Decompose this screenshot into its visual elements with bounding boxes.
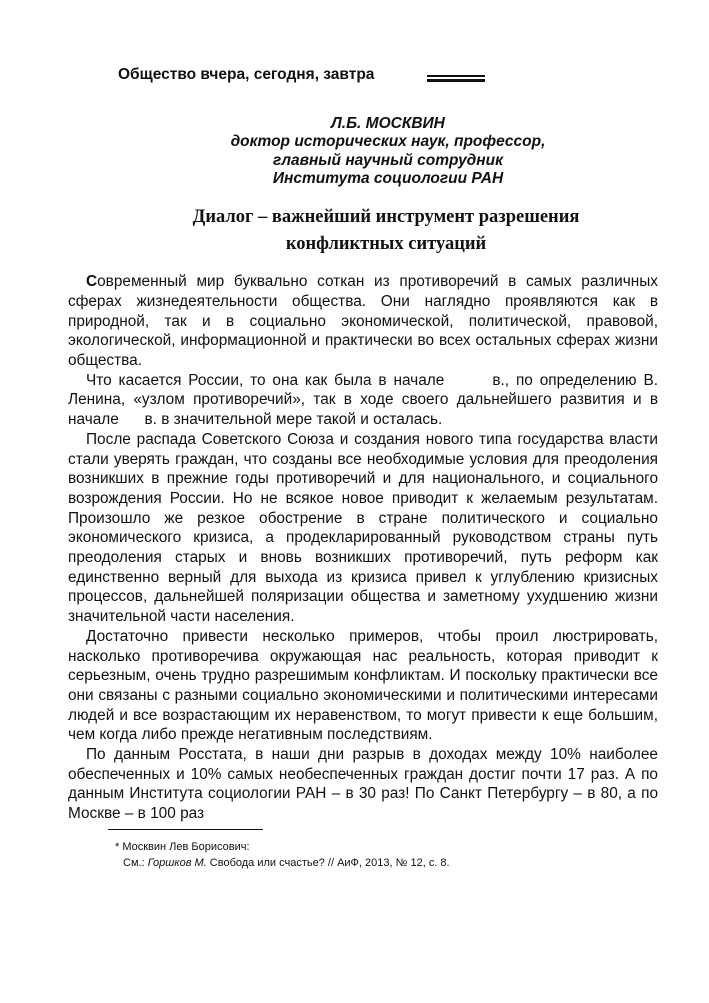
author-degree: доктор исторических наук, профессор,: [230, 133, 546, 151]
footnote: [68, 829, 658, 871]
footnote-reference-rest: Свобода или счастье? // АиФ, 2013, № 12, с. 8.: [206, 856, 450, 869]
article-title-line-1: Диалог – важнейший инструмент разрешения: [192, 207, 580, 228]
footnote-reference-line: [123, 855, 658, 871]
article-body: [68, 272, 658, 824]
author-block: [68, 115, 658, 188]
paragraph: Достаточно привести несколько примеров, чтобы проил люстрировать, насколько противоречива окружающая нас реальность, которая приводит к серьезным, очень трудно разрешимым конфликтам. И поскольку практически все они связаны с разными социально экономическими и политическими интересами людей и все возрастающим их неравенством, то могут привести к еще большим, чем когда либо прежде негативным последствиям.: [68, 627, 658, 744]
paragraph: Что касается России, то она как была в начале в., по определению В. Ленина, «узлом противоречий», так в ходе своего дальнейшего развития и в начале в. в значительной мере такой и осталась.: [68, 371, 658, 429]
author-institution: Института социологии РАН: [272, 169, 504, 187]
journal-header: [118, 66, 658, 84]
footnote-reference-author: Горшков М.: [147, 856, 207, 869]
footnote-reference-prefix: См.:: [123, 856, 148, 869]
paragraph-lead-text: овременный мир буквально соткан из противоречий в самых различных сферах жизнедеятельности общества. Они наглядно проявляются как в природной, так и в социально экономической, политической, правовой, экологической, информационной и практически во всех остальных сферах жизни общества.: [68, 273, 658, 369]
author-name: Л.Б. МОСКВИН: [331, 115, 445, 132]
article-title-line-2: конфликтных ситуаций: [285, 234, 487, 255]
footnote-separator: [108, 829, 263, 830]
paragraph: По данным Росстата, в наши дни разрыв в доходах между 10% наиболее обеспеченных и 10% самых необеспеченных граждан достиг почти 17 раз. А по данным Института социологии РАН – в 30 раз! По Санкт Петербургу – в 80, а по Москве – в 100 раз: [68, 746, 658, 823]
author-position: главный научный сотрудник: [273, 151, 503, 169]
paragraph-lead: [68, 272, 658, 371]
paragraph: После распада Советского Союза и создания нового типа государства власти стали уверять граждан, что созданы все необходимые условия для преодоления возникших в прежние годы противоречий и для национального, и социального возрождения России. Но не всякое новое приводит к желаемым результатам. Произошло же резкое обострение в стране политического и социально экономического кризиса, а продекларированный руководством страны путь преодоления старых и вновь возникших противоречий, путь реформ как единственно верный для выхода из кризиса привел к углублению кризисных процессов, дальнейшей поляризации общества и заметному ухудшению жизни значительной части населения.: [68, 430, 658, 626]
footnote-marker: *: [115, 840, 120, 853]
lead-letter: С: [86, 273, 98, 291]
double-rule-icon: [427, 75, 485, 82]
article-title: [68, 204, 658, 258]
journal-title: Общество вчера, сегодня, завтра: [118, 66, 375, 83]
footnote-author-line: [115, 839, 658, 855]
footnote-author-text: Москвин Лев Борисович:: [122, 840, 250, 853]
